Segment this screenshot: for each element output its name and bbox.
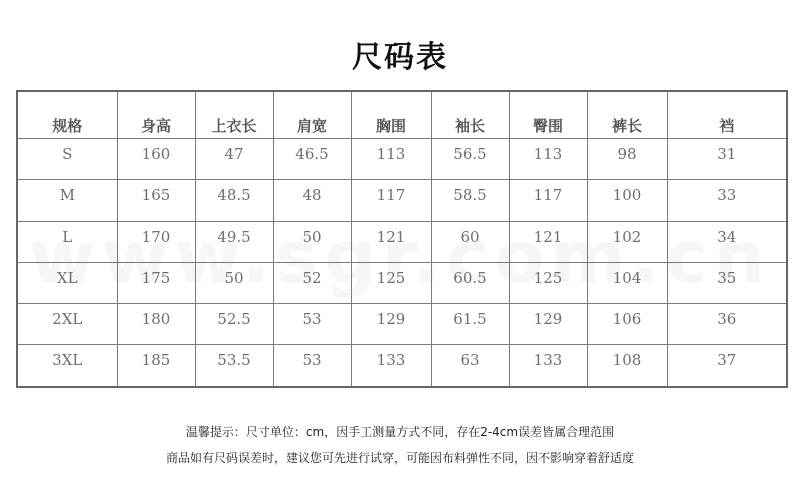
table-cell: 125 [509, 262, 587, 303]
header-crotch: 裆 [667, 91, 787, 139]
table-cell: 50 [195, 262, 273, 303]
table-cell: 133 [509, 345, 587, 387]
table-row [17, 345, 787, 387]
table-cell: 49.5 [195, 221, 273, 262]
table-cell: 37 [667, 345, 787, 387]
table-cell: 102 [587, 221, 667, 262]
table-cell: 180 [117, 304, 195, 345]
table-cell: 61.5 [431, 304, 509, 345]
table-cell: 35 [667, 262, 787, 303]
table-row [17, 262, 787, 303]
header-top-length: 上衣长 [195, 91, 273, 139]
header-shoulder: 肩宽 [273, 91, 351, 139]
table-cell: 113 [351, 139, 431, 180]
page-title: 尺码表 [352, 40, 448, 75]
table-cell: 60.5 [431, 262, 509, 303]
table-cell: 2XL [17, 304, 117, 345]
table-cell: 3XL [17, 345, 117, 387]
table-cell: M [17, 180, 117, 221]
table-header-row [17, 91, 787, 139]
table-cell: 170 [117, 221, 195, 262]
table-cell: 129 [509, 304, 587, 345]
table-cell: 47 [195, 139, 273, 180]
table-cell: 56.5 [431, 139, 509, 180]
header-sleeve: 袖长 [431, 91, 509, 139]
table-cell: 60 [431, 221, 509, 262]
table-row [17, 304, 787, 345]
tip-note-measurement: 温馨提示：尺寸单位：cm，因手工测量方式不同，存在2-4cm误差皆属合理范围 [185, 425, 615, 439]
table-cell: 46.5 [273, 139, 351, 180]
table-cell: 36 [667, 304, 787, 345]
table-cell: 117 [509, 180, 587, 221]
header-size: 规格 [17, 91, 117, 139]
table-cell: 53 [273, 304, 351, 345]
table-cell: 48 [273, 180, 351, 221]
header-pants-length: 裤长 [587, 91, 667, 139]
table-cell: 185 [117, 345, 195, 387]
table-cell: 48.5 [195, 180, 273, 221]
table-cell: 165 [117, 180, 195, 221]
table-cell: 100 [587, 180, 667, 221]
header-chest: 胸围 [351, 91, 431, 139]
table-cell: 121 [509, 221, 587, 262]
table-cell: 31 [667, 139, 787, 180]
table-cell: 108 [587, 345, 667, 387]
table-cell: 98 [587, 139, 667, 180]
table-cell: 125 [351, 262, 431, 303]
table-cell: 106 [587, 304, 667, 345]
table-cell: 50 [273, 221, 351, 262]
table-cell: 129 [351, 304, 431, 345]
table-cell: 58.5 [431, 180, 509, 221]
table-cell: S [17, 139, 117, 180]
table-cell: L [17, 221, 117, 262]
size-chart-table [16, 90, 788, 388]
tip-note-fit: 商品如有尺码误差时，建议您可先进行试穿，可能因布料弹性不同，因不影响穿着舒适度 [165, 451, 634, 465]
header-height: 身高 [117, 91, 195, 139]
table-cell: 113 [509, 139, 587, 180]
table-cell: 63 [431, 345, 509, 387]
table-cell: 121 [351, 221, 431, 262]
table-cell: 117 [351, 180, 431, 221]
table-cell: 160 [117, 139, 195, 180]
header-hip: 臀围 [509, 91, 587, 139]
table-row [17, 180, 787, 221]
table-cell: 104 [587, 262, 667, 303]
table-cell: 52 [273, 262, 351, 303]
table-cell: 33 [667, 180, 787, 221]
table-row [17, 221, 787, 262]
table-cell: 53.5 [195, 345, 273, 387]
table-cell: 34 [667, 221, 787, 262]
table-cell: 175 [117, 262, 195, 303]
table-cell: 53 [273, 345, 351, 387]
table-cell: 52.5 [195, 304, 273, 345]
table-cell: 133 [351, 345, 431, 387]
table-cell: XL [17, 262, 117, 303]
table-row [17, 139, 787, 180]
